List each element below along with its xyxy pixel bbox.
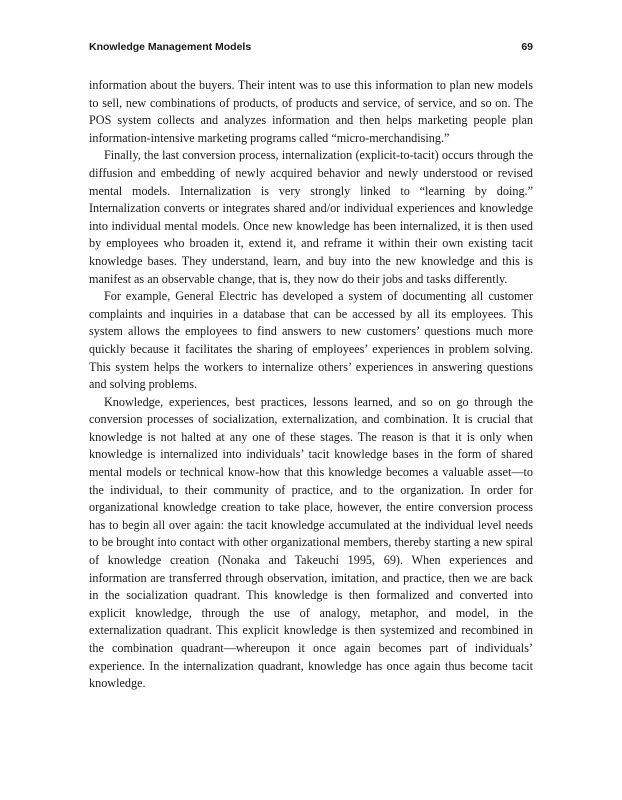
running-head — [89, 41, 533, 57]
paragraph-knowledge-spiral: Knowledge, experiences, best practices, lessons learned, and so on go through the conversion processes of socialization, externalization, and combination. It is crucial that knowledge is not halted at any one of these stages. The reason is that it is only when knowledge is internalized into individuals’ tacit knowledge bases in the form of shared mental models or technical know-how that this knowledge becomes a valuable asset—to the individual, to their community of practice, and to the organization. In order for organizational knowledge creation to take place, however, the entire conversion process has to begin all over again: the tacit knowledge accumulated at the individual level needs to be brought into contact with other organizational members, thereby starting a new spiral of knowledge creation (Nonaka and Takeuchi 1995, 69). When experiences and information are transferred through observation, imitation, and practice, then we are back in the socialization quadrant. This knowledge is then formalized and converted into explicit knowledge, through the use of analogy, metaphor, and model, in the externalization quadrant. This explicit knowledge is then systemized and recombined in the combination quadrant—whereupon it once again becomes part of individuals’ experience. In the internalization quadrant, knowledge has once again thus become tacit knowledge. — [89, 394, 533, 691]
paragraph-internalization: Finally, the last conversion process, internalization (explicit-to-tacit) occurs through the diffusion and embedding of newly acquired behavior and newly understood or revised mental models. Internalization is very strongly linked to “learning by doing.” Internalization converts or integrates shared and/or individual experiences and knowledge into individual mental models. Once new knowledge has been internalized, it is then used by employees who broaden it, extend it, and reframe it within their own existing tacit knowledge bases. They understand, learn, and buy into the new knowledge and this is manifest as an observable change, that is, they now do their jobs and tasks differently. — [89, 148, 533, 286]
running-head-title: Knowledge Management Models — [89, 41, 252, 53]
body-text — [89, 77, 533, 693]
paragraph-continued: information about the buyers. Their intent was to use this information to plan new models to sell, new combinations of products, of products and service, of service, and so on. The POS system collects and analyzes information and then helps marketing people plan information-intensive marketing programs called “micro-merchandising.” — [89, 78, 533, 145]
paragraph-general-electric-example: For example, General Electric has developed a system of documenting all customer complaints and inquiries in a database that can be accessed by all its employees. This system allows the employees to find answers to new customers’ questions much more quickly because it facilitates the sharing of employees’ experiences in problem solving. This system helps the workers to internalize others’ experiences in answering questions and solving problems. — [89, 289, 533, 392]
page-number: 69 — [521, 41, 533, 53]
